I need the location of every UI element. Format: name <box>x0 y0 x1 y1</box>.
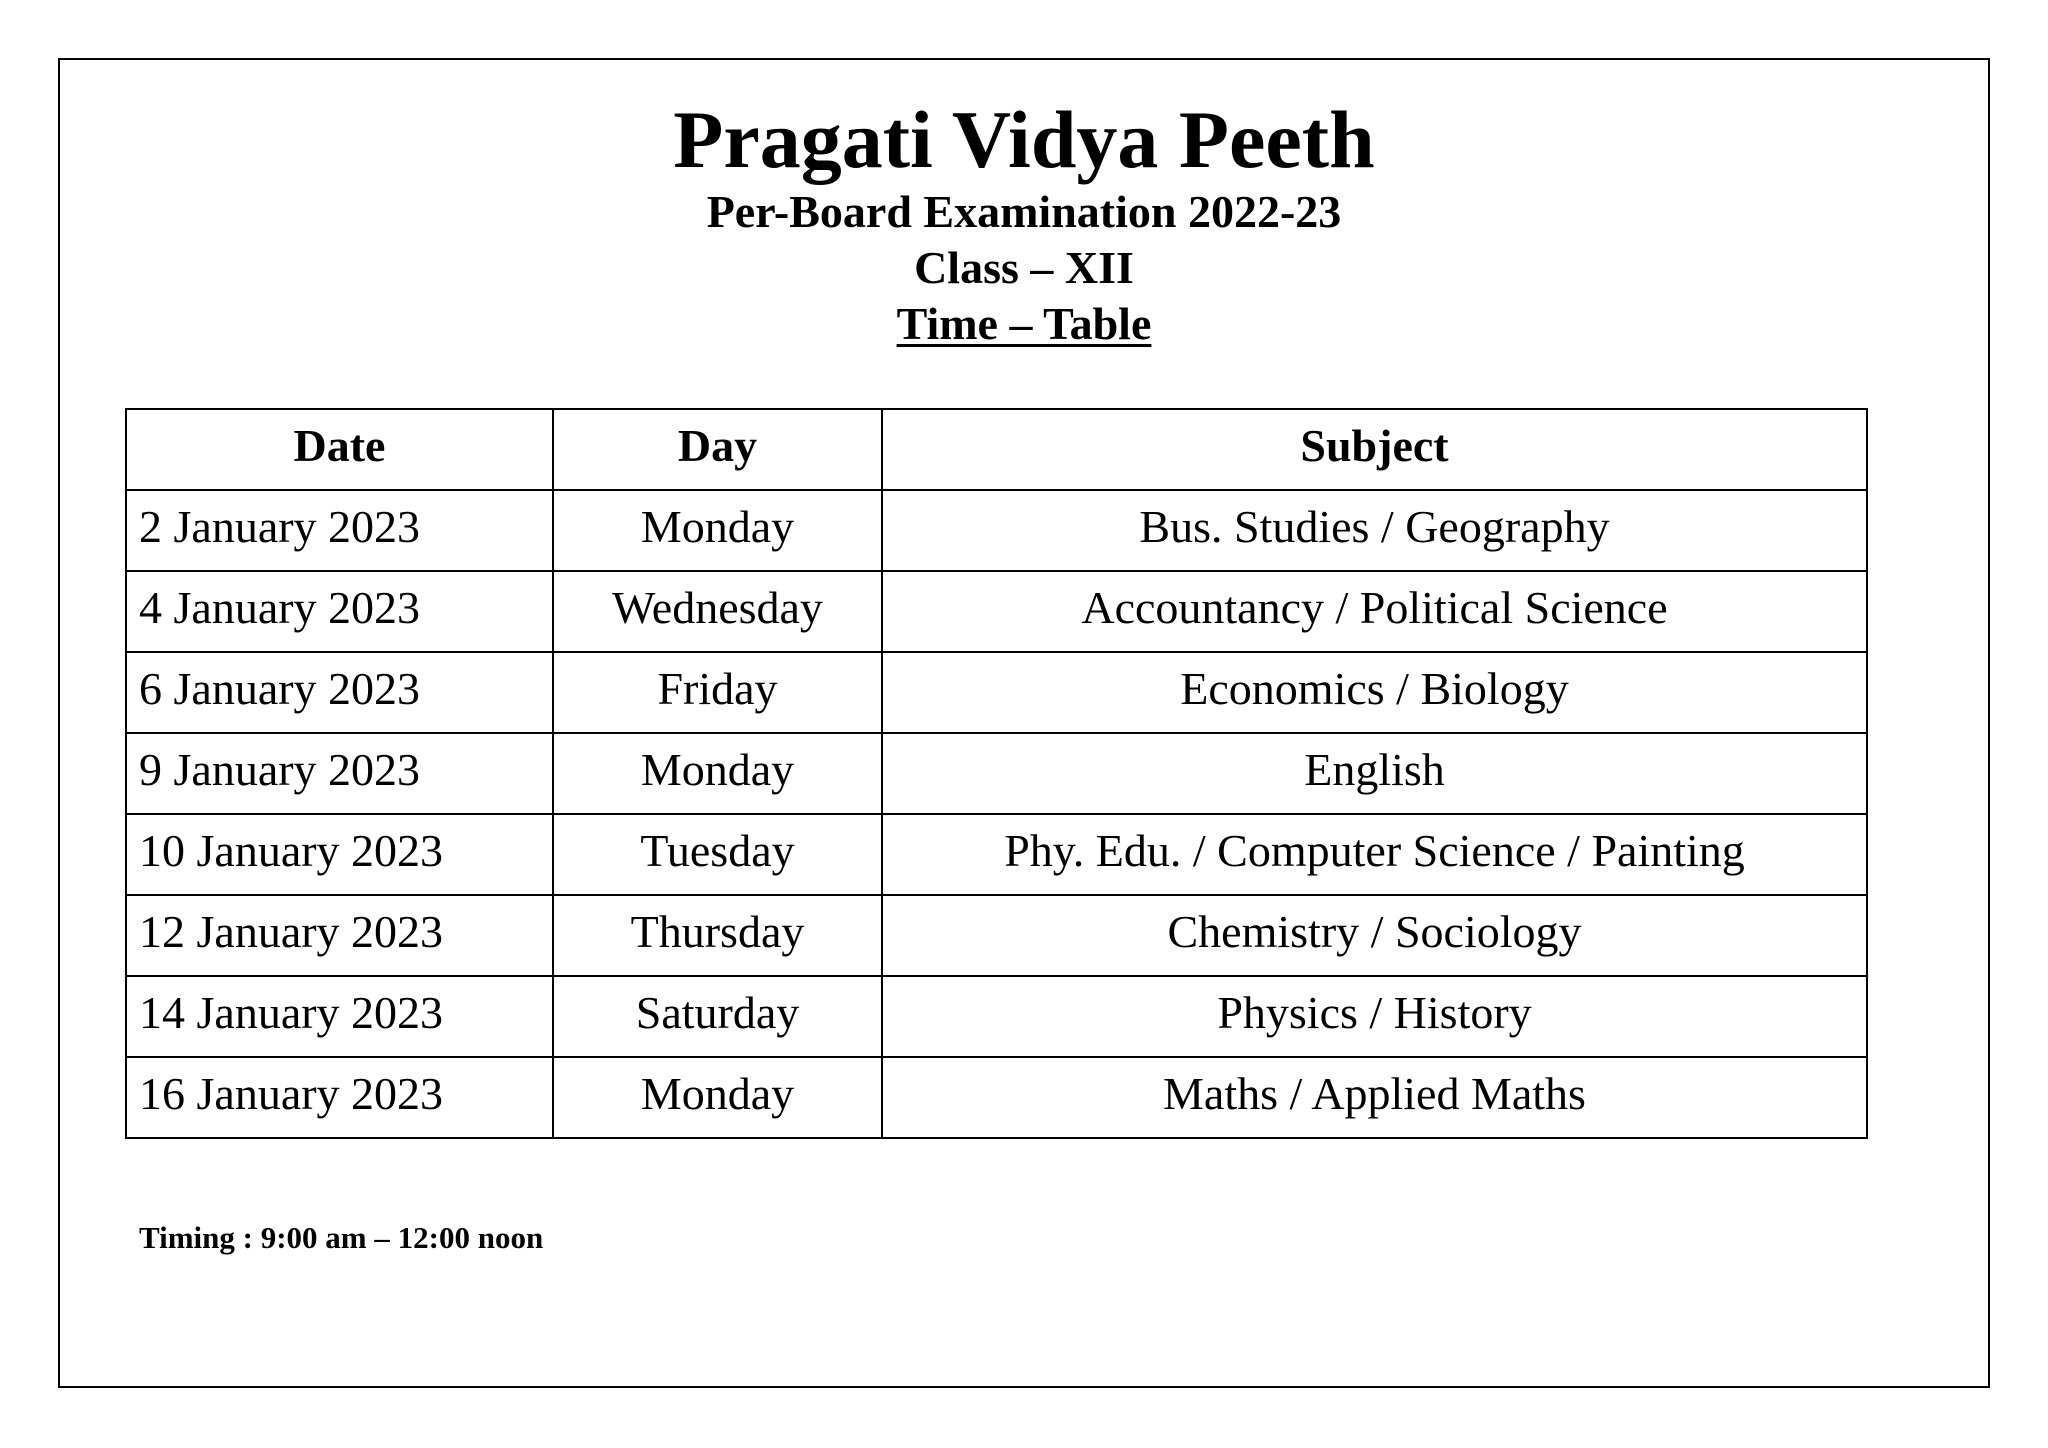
row-subject: English <box>882 733 1867 814</box>
row-date: 10 January 2023 <box>126 814 553 895</box>
row-date: 4 January 2023 <box>126 571 553 652</box>
header-day: Day <box>553 409 882 490</box>
exam-name: Per-Board Examination 2022-23 <box>706 186 1342 237</box>
class-name: Class – XII <box>914 242 1134 293</box>
row-date: 2 January 2023 <box>126 490 553 571</box>
header-subject: Subject <box>882 409 1867 490</box>
row-day: Friday <box>553 652 882 733</box>
row-day: Monday <box>553 1057 882 1138</box>
table-row <box>126 1057 1867 1138</box>
row-date: 14 January 2023 <box>126 976 553 1057</box>
row-subject: Physics / History <box>882 976 1867 1057</box>
table-header-row <box>126 409 1867 490</box>
table-row <box>126 895 1867 976</box>
timetable-title-text: Time – Table <box>896 298 1152 349</box>
table-row <box>126 571 1867 652</box>
row-subject: Economics / Biology <box>882 652 1867 733</box>
row-subject: Bus. Studies / Geography <box>882 490 1867 571</box>
row-day: Tuesday <box>553 814 882 895</box>
table-row <box>126 976 1867 1057</box>
table-row <box>126 733 1867 814</box>
exam-timing: Timing : 9:00 am – 12:00 noon <box>139 1220 544 1255</box>
table-row <box>126 814 1867 895</box>
table-row <box>126 652 1867 733</box>
timetable-title <box>0 297 2048 351</box>
row-date: 9 January 2023 <box>126 733 553 814</box>
row-day: Monday <box>553 733 882 814</box>
row-date: 6 January 2023 <box>126 652 553 733</box>
row-date: 16 January 2023 <box>126 1057 553 1138</box>
row-date: 12 January 2023 <box>126 895 553 976</box>
row-day: Saturday <box>553 976 882 1057</box>
timetable <box>125 408 1868 1139</box>
row-subject: Maths / Applied Maths <box>882 1057 1867 1138</box>
row-day: Wednesday <box>553 571 882 652</box>
table-row <box>126 490 1867 571</box>
row-subject: Phy. Edu. / Computer Science / Painting <box>882 814 1867 895</box>
header-date: Date <box>126 409 553 490</box>
row-subject: Accountancy / Political Science <box>882 571 1867 652</box>
row-day: Monday <box>553 490 882 571</box>
row-subject: Chemistry / Sociology <box>882 895 1867 976</box>
school-name: Pragati Vidya Peeth <box>673 94 1375 185</box>
row-day: Thursday <box>553 895 882 976</box>
